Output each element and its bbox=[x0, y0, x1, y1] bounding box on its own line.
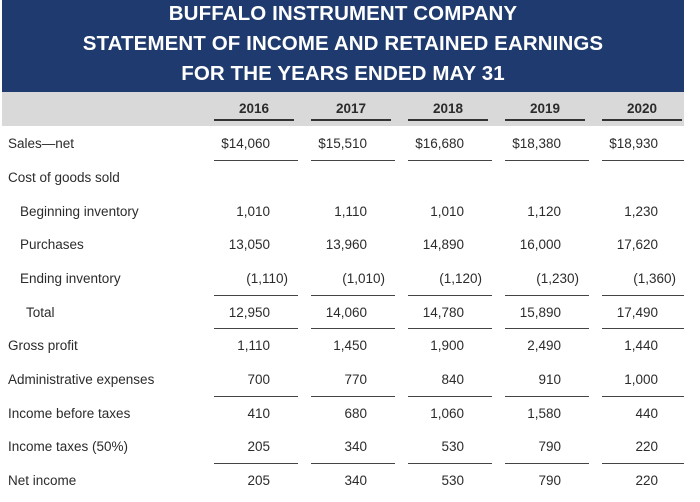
table-cell: (1,010) bbox=[342, 271, 385, 286]
column-rule bbox=[214, 396, 298, 397]
table-cell: 14,780 bbox=[422, 305, 464, 320]
column-rule bbox=[311, 160, 395, 161]
column-rule bbox=[602, 295, 684, 296]
table-cell: $16,680 bbox=[415, 136, 464, 151]
table-cell: 1,110 bbox=[334, 204, 367, 219]
column-rule bbox=[602, 396, 684, 397]
column-rule bbox=[311, 396, 395, 397]
table-cell: 790 bbox=[538, 439, 561, 454]
table-cell: 1,000 bbox=[624, 372, 658, 387]
column-rule bbox=[214, 160, 298, 161]
table-cell: 15,890 bbox=[519, 305, 561, 320]
table-cell: 700 bbox=[247, 372, 270, 387]
year-header-2020: 2020 bbox=[626, 101, 658, 116]
column-rule bbox=[214, 295, 298, 296]
table-cell: 220 bbox=[635, 439, 658, 454]
column-rule bbox=[311, 295, 395, 296]
row-label-administrative-expenses: Administrative expenses bbox=[8, 372, 155, 387]
table-cell: (1,230) bbox=[536, 271, 579, 286]
table-cell: 680 bbox=[344, 406, 367, 421]
table-cell: 1,060 bbox=[430, 406, 464, 421]
table-cell: 16,000 bbox=[519, 237, 561, 252]
table-cell: 910 bbox=[538, 372, 561, 387]
statement-title: STATEMENT OF INCOME AND RETAINED EARNINGS bbox=[82, 32, 604, 55]
row-label-beginning-inventory: Beginning inventory bbox=[20, 204, 139, 219]
table-cell: 12,950 bbox=[228, 305, 270, 320]
table-cell: 790 bbox=[538, 473, 561, 488]
table-cell: (1,110) bbox=[246, 271, 288, 286]
table-cell: (1,120) bbox=[439, 271, 482, 286]
column-rule bbox=[602, 160, 684, 161]
column-rule bbox=[311, 328, 395, 329]
column-rule bbox=[505, 160, 589, 161]
row-label-ending-inventory: Ending inventory bbox=[20, 271, 121, 286]
row-label-income-taxes: Income taxes (50%) bbox=[8, 439, 129, 454]
table-cell: 205 bbox=[247, 473, 270, 488]
table-cell: $15,510 bbox=[318, 136, 367, 151]
table-cell: 1,120 bbox=[527, 204, 561, 219]
table-cell: 14,890 bbox=[422, 237, 464, 252]
table-cell: 17,620 bbox=[616, 237, 658, 252]
table-cell: 840 bbox=[441, 372, 464, 387]
column-rule bbox=[408, 396, 492, 397]
header-rule bbox=[408, 119, 488, 121]
table-cell: 17,490 bbox=[616, 305, 658, 320]
table-cell: 1,110 bbox=[237, 338, 270, 353]
table-cell: 1,580 bbox=[527, 406, 561, 421]
column-rule bbox=[214, 463, 298, 464]
column-rule bbox=[408, 160, 492, 161]
year-header-2016: 2016 bbox=[238, 101, 270, 116]
year-header-2017: 2017 bbox=[335, 101, 367, 116]
table-cell: 13,960 bbox=[325, 237, 367, 252]
table-cell: 1,450 bbox=[333, 338, 367, 353]
header-rule bbox=[505, 119, 585, 121]
table-cell: 1,900 bbox=[430, 338, 464, 353]
year-header-2019: 2019 bbox=[529, 101, 561, 116]
column-rule bbox=[505, 295, 589, 296]
row-label-purchases: Purchases bbox=[20, 237, 84, 252]
row-label-total: Total bbox=[26, 305, 55, 320]
table-cell: 1,230 bbox=[624, 204, 658, 219]
table-cell: 340 bbox=[344, 439, 367, 454]
column-rule bbox=[602, 463, 684, 464]
table-cell: 530 bbox=[441, 439, 464, 454]
row-label-net-income: Net income bbox=[8, 473, 77, 488]
header-rule bbox=[311, 119, 391, 121]
table-cell: (1,360) bbox=[633, 271, 676, 286]
row-label-gross-profit: Gross profit bbox=[8, 338, 78, 353]
table-cell: 340 bbox=[344, 473, 367, 488]
column-rule bbox=[214, 328, 298, 329]
row-label-sales-net: Sales—net bbox=[8, 136, 75, 151]
row-label-cost-of-goods-sold: Cost of goods sold bbox=[8, 170, 120, 185]
header-rule bbox=[602, 119, 682, 121]
period-title: FOR THE YEARS ENDED MAY 31 bbox=[181, 62, 505, 85]
table-cell: 770 bbox=[344, 372, 367, 387]
table-cell: 1,010 bbox=[236, 204, 270, 219]
year-header-2018: 2018 bbox=[432, 101, 464, 116]
table-cell: 1,010 bbox=[430, 204, 464, 219]
row-label-income-before-taxes: Income before taxes bbox=[8, 406, 131, 421]
column-rule bbox=[408, 463, 492, 464]
report-title-banner bbox=[2, 0, 684, 92]
company-name: BUFFALO INSTRUMENT COMPANY bbox=[168, 2, 518, 25]
header-rule bbox=[214, 119, 294, 121]
table-cell: 205 bbox=[247, 439, 270, 454]
column-rule bbox=[505, 463, 589, 464]
table-cell: 530 bbox=[441, 473, 464, 488]
column-rule bbox=[505, 328, 589, 329]
column-rule bbox=[505, 396, 589, 397]
table-cell: 220 bbox=[635, 473, 658, 488]
column-rule bbox=[602, 328, 684, 329]
table-cell: 2,490 bbox=[527, 338, 561, 353]
table-cell: $18,380 bbox=[512, 136, 561, 151]
table-cell: 14,060 bbox=[325, 305, 367, 320]
table-cell: $14,060 bbox=[221, 136, 270, 151]
column-rule bbox=[408, 295, 492, 296]
column-rule bbox=[311, 463, 395, 464]
column-rule bbox=[408, 328, 492, 329]
table-cell: 1,440 bbox=[624, 338, 658, 353]
table-cell: 13,050 bbox=[228, 237, 270, 252]
table-cell: 440 bbox=[635, 406, 658, 421]
table-cell: 410 bbox=[247, 406, 270, 421]
table-cell: $18,930 bbox=[609, 136, 658, 151]
